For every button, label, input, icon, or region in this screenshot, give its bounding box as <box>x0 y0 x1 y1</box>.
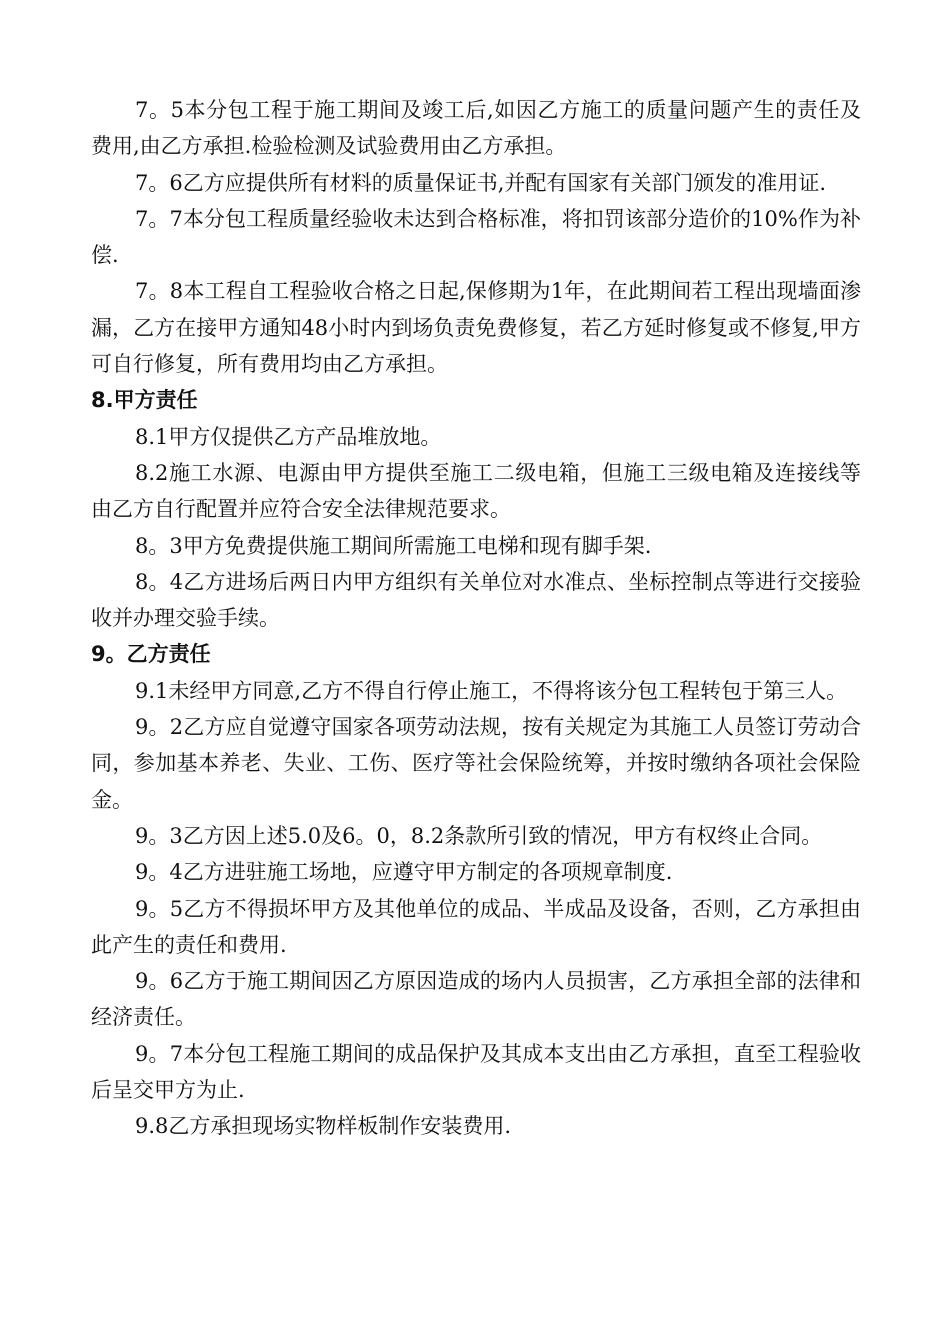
clause-9-6: 9。6乙方于施工期间因乙方原因造成的场内人员损害，乙方承担全部的法律和经济责任。 <box>91 969 861 1030</box>
clause-9-1: 9.1未经甲方同意,乙方不得自行停止施工，不得将该分包工程转包于第三人。 <box>135 678 848 703</box>
clause-9-3: 9。3乙方因上述5.0及6。0，8.2条款所引致的情况，甲方有权终止合同。 <box>135 823 823 848</box>
section-9-heading: 9。乙方责任 <box>91 642 211 667</box>
clause-7-8: 7。8本工程自工程验收合格之日起,保修期为1年，在此期间若工程出现墙面渗漏，乙方在接甲方通知48小时内到场负责免费修复，若乙方延时修复或不修复,甲方可自行修复，所有费用均由乙方承担。 <box>91 279 861 377</box>
clause-7-7: 7。7本分包工程质量经验收未达到合格标准，将扣罚该部分造价的10%作为补偿. <box>91 206 861 268</box>
clause-8-3: 8。3甲方免费提供施工期间所需施工电梯和现有脚手架. <box>135 533 652 558</box>
section-8-heading: 8.甲方责任 <box>91 388 198 413</box>
clause-8-2: 8.2施工水源、电源由甲方提供至施工二级电箱，但施工三级电箱及连接线等由乙方自行配置并应符合安全法律规范要求。 <box>91 460 861 522</box>
clause-9-2: 9。2乙方应自觉遵守国家各项劳动法规，按有关规定为其施工人员签订劳动合同，参加基本养老、失业、工伤、医疗等社会保险统筹，并按时缴纳各项社会保险金。 <box>91 715 861 812</box>
clause-8-1: 8.1甲方仅提供乙方产品堆放地。 <box>135 424 442 449</box>
clause-7-6: 7。6乙方应提供所有材料的质量保证书,并配有国家有关部门颁发的准用证. <box>135 170 827 195</box>
clause-8-4: 8。4乙方进场后两日内甲方组织有关单位对水准点、坐标控制点等进行交接验收并办理交验手续。 <box>91 569 861 631</box>
clause-9-7: 9。7本分包工程施工期间的成品保护及其成本支出由乙方承担，直至工程验收后呈交甲方为止. <box>91 1041 861 1103</box>
clause-7-5: 7。5本分包工程于施工期间及竣工后,如因乙方施工的质量问题产生的责任及费用,由乙方承担.检验检测及试验费用由乙方承担。 <box>91 98 861 159</box>
clause-9-5: 9。5乙方不得损坏甲方及其他单位的成品、半成品及设备，否则，乙方承担由此产生的责任和费用. <box>91 896 861 957</box>
document-page <box>91 92 861 1145</box>
clause-9-8: 9.8乙方承担现场实物样板制作安装费用. <box>135 1114 512 1139</box>
clause-9-4: 9。4乙方进驻施工场地，应遵守甲方制定的各项规章制度. <box>135 860 673 885</box>
